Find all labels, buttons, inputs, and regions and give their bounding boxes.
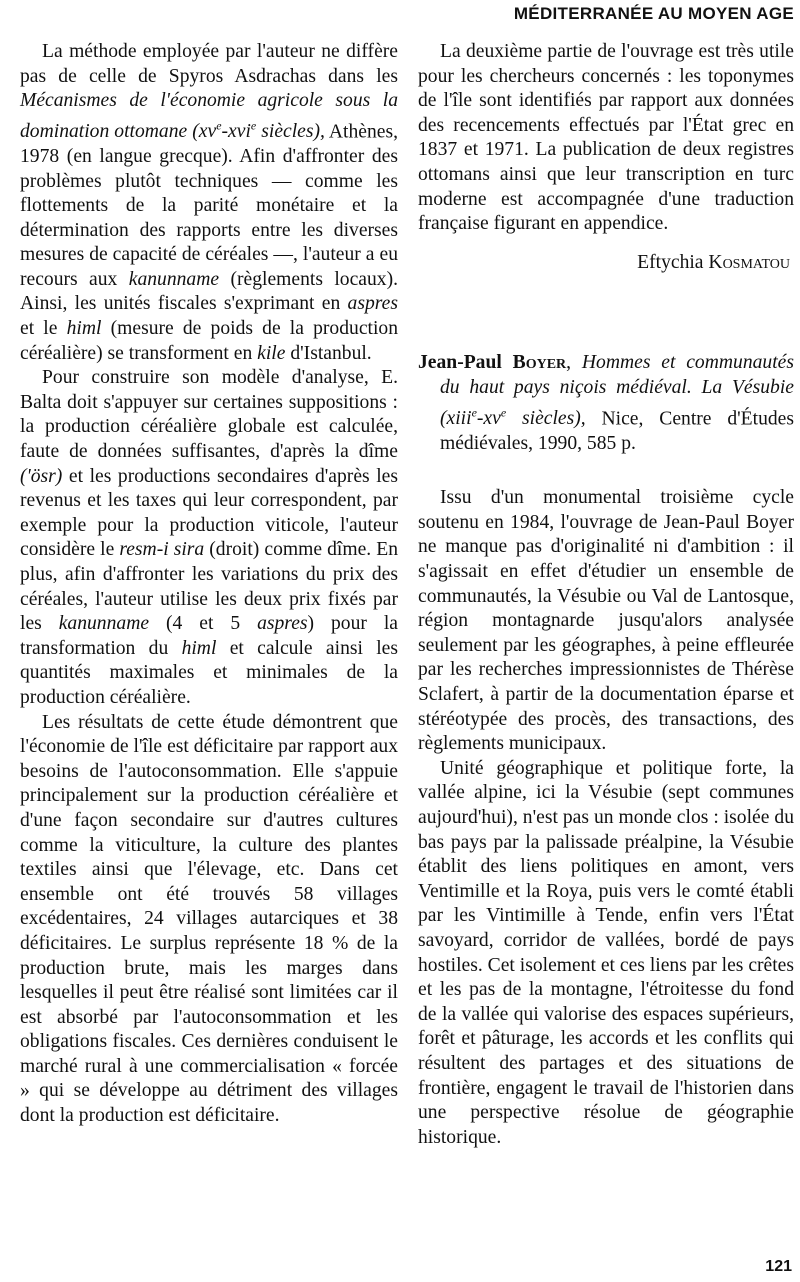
term: kanunname	[58, 613, 150, 635]
text: ) pour la transformation du	[20, 613, 398, 659]
paragraph	[20, 366, 398, 710]
running-head: MÉDITERRANÉE AU MOYEN AGE	[513, 4, 794, 23]
right-column	[418, 40, 794, 1150]
term: himl	[66, 318, 102, 340]
review-signature: Eftychia Kosmatou	[637, 251, 790, 273]
left-column	[20, 40, 398, 1129]
term: ('ösr)	[20, 465, 63, 487]
text: et les productions secondaires d'après les revenus et les taxes qui leur correspondent, par exemple pour la production viticole, l'auteur considère le	[20, 465, 398, 561]
text: d'Istanbul.	[285, 342, 372, 364]
term: resm-i sira	[119, 539, 205, 561]
text: et le	[20, 318, 67, 340]
paragraph: La deuxième partie de l'ouvrage est très utile pour les chercheurs concernés : les toponymes de l'île sont identifiés par rapport aux données des recencements effectués par l'État grec en 1837 et 1971. La publication de deux registres ottomans ainsi que leur transcription en turc moderne est accompagnée d'une traduction française figurant en appendice.	[418, 41, 794, 235]
text: La méthode employée par l'auteur ne diffère pas de celle de Spyros Asdrachas dans les	[20, 41, 398, 87]
term: kile	[257, 342, 286, 364]
text: et calcule ainsi les quantités maximales et minimales de la production céréalière.	[20, 637, 398, 708]
paragraph: Issu d'un monumental troisième cycle soutenu en 1984, l'ouvrage de Jean-Paul Boyer ne manque pas d'originalité ni d'ambition : il s'agissait en effet d'étudier un ensemble de communautés, la Vésubie ou Val de Lantosque, région montagnarde jusqu'alors analysée seulement par les géographes, à peine effleurée par les recherches impressionnistes de Thérèse Sclafert, à partir de la documentation éparse et stéréotypée des procès, des transactions, des règlements municipaux.	[418, 487, 794, 755]
paragraph	[20, 40, 398, 366]
paragraph: Unité géographique et politique forte, la vallée alpine, ici la Vésubie (sept communes aujourd'hui), n'est pas un monde clos : isolée du bas pays par la palissade préalpine, la Vésubie établit des liens politiques en amont, vers Ventimille et la Roya, puis vers le comté établi par les Vintimille à Tende, enfin vers l'État savoyard, corridor de vallées, bordé de pays hostiles. Cet isolement et ces liens par les crêtes et les pas de la montagne, l'étroitesse du fond de la vallée qui valorise des espaces supérieurs, forêt et pâturage, les accords et les conflits qui résultent des partages et des situations de frontière, engagent le travail de l'historien dans une perspective résolue de géographie historique.	[418, 757, 794, 1148]
text: (règlements locaux). Ainsi, les unités fiscales s'exprimant en	[20, 268, 399, 315]
text: Athènes, 1978 (en langue grecque). Afin d'affronter des problèmes plutôt techniques — comme les flottements de la parité monétaire et la détermination des rapports entre les diverses mesures de capacité de céréales —, l'auteur a eu recours aux	[20, 121, 399, 290]
term: aspres	[347, 293, 398, 315]
term: aspres	[257, 613, 308, 635]
paragraph: Les résultats de cette étude démontrent que l'économie de l'île est déficitaire par rapport aux besoins de l'autoconsommation. Elle s'appuie principalement sur la production céréalière et d'une façon secondaire sur d'autres cultures comme la viticulture, la culture des plantes textiles ainsi que l'élevage, etc. Dans cet ensemble ont été trouvés 58 villages excédentaires, 24 villages autarciques et 38 déficitaires. Le surplus représente 18 % de la production brute, mais les marges dans lesquelles il peut être réalisé sont limitées car il est absorbé par l'autoconsommation et les obligations fiscales. Ces dernières conduisent le marché rural à une commercialisation « forcée » qui se développe au détriment des villages dont la production est déficitaire.	[20, 711, 398, 1127]
term: himl	[181, 637, 217, 659]
text: (mesure de poids de la production céréalière) se transforment en	[20, 318, 398, 364]
term: kanunname	[128, 268, 220, 290]
review-heading: Jean-Paul Boyer, Hommes et communautés du haut pays niçois médiéval. La Vésubie ($xiii^e-xv^e$ siècles), Nice, Centre d'Études médiévales, 1990, 585 p.	[418, 352, 794, 454]
text: Pour construire son modèle d'analyse, E. Balta doit s'appuyer sur certaines suppositions : la production céréalière globale est calculée, faute de données suffisantes, d'après la dîme	[20, 367, 398, 463]
text: (4 et 5	[149, 613, 258, 635]
page-number: 121	[765, 1258, 792, 1275]
book-title: Mécanismes de l'économie agricole sous la domination ottomane ($xv^e-xvi^e$ siècles),	[20, 90, 398, 143]
text: (droit) comme dîme. En plus, afin d'affronter les variations du prix des céréales, l'auteur utilise les deux prix fixés par les	[20, 539, 398, 635]
